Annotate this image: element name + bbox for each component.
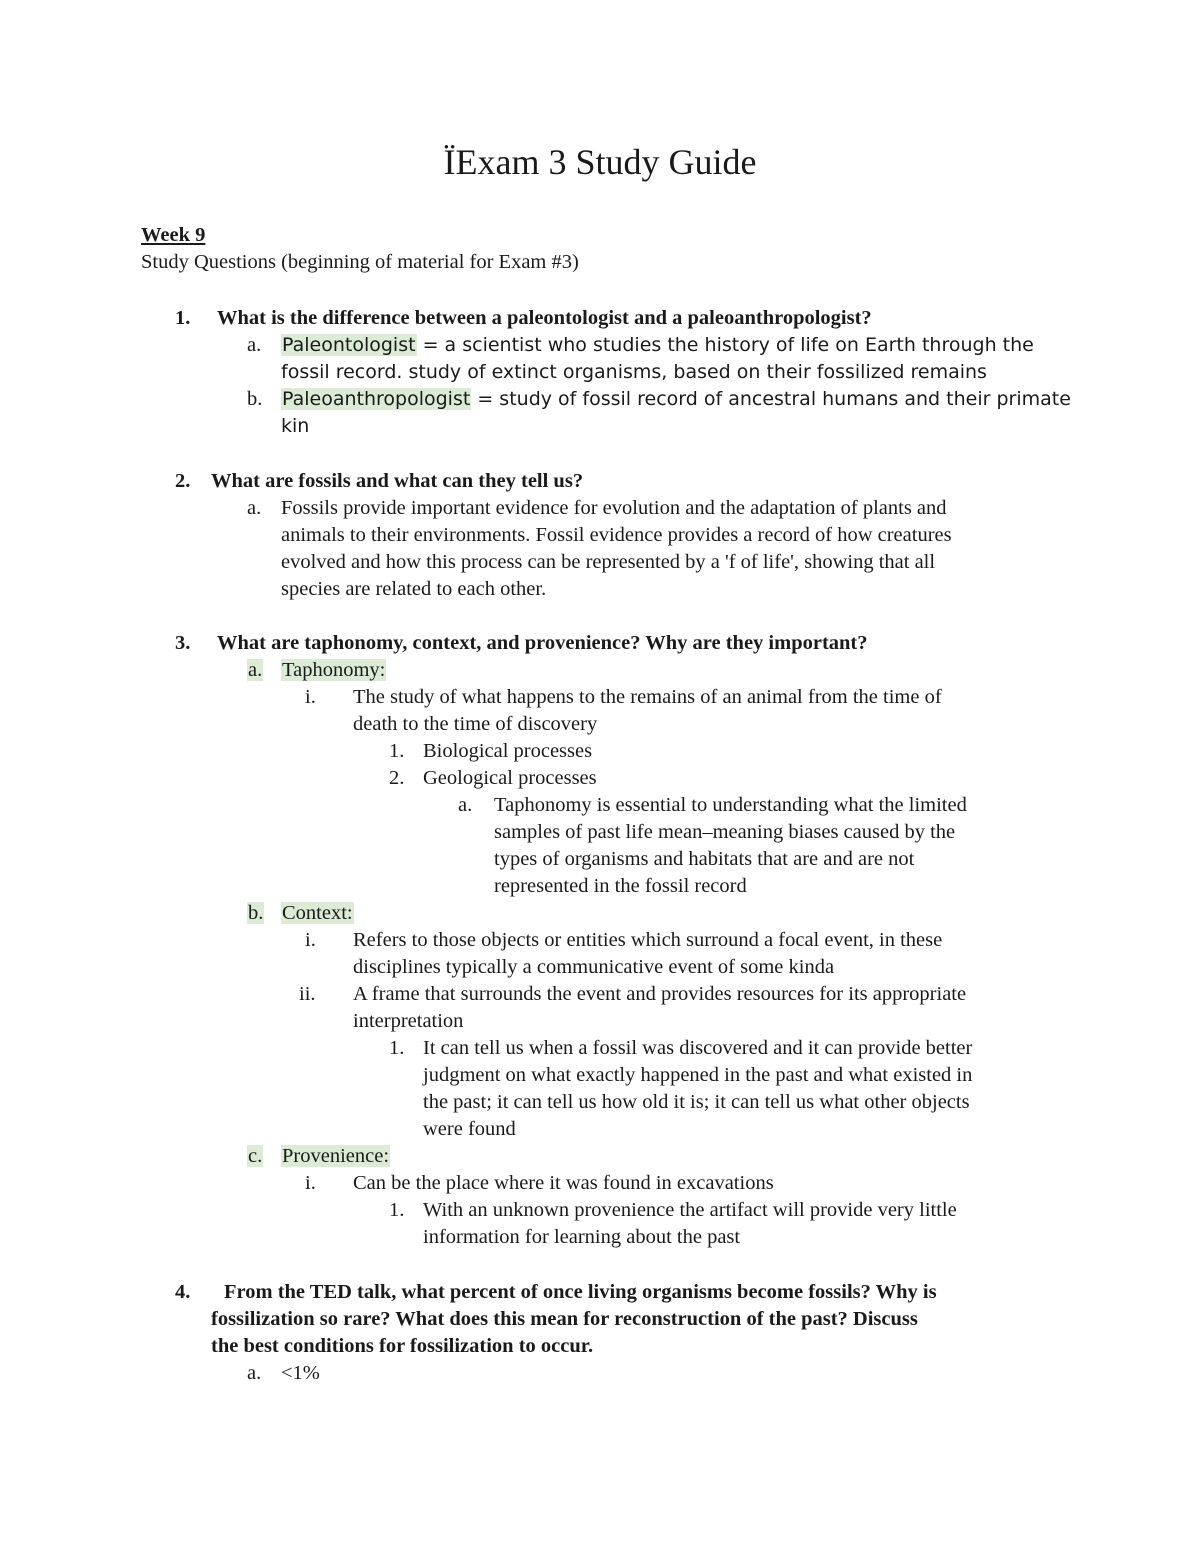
q3-c-n1-line: information for learning about the past <box>423 1226 741 1248</box>
term-taphonomy-text: Taphonomy: <box>282 659 386 681</box>
q1-a-marker: a. <box>247 334 262 356</box>
q4-line: the best conditions for fossilization to occur. <box>211 1335 594 1357</box>
q2-number: 2. <box>175 470 191 492</box>
q1-a-line2: fossil record. study of extinct organisms, based on their fossilized remains <box>281 361 987 383</box>
q3-b-ii-line: interpretation <box>353 1010 464 1032</box>
q3-b-marker-text: b. <box>248 902 264 924</box>
week-heading: Week 9 <box>141 224 206 246</box>
q2-a-line: animals to their environments. Fossil evidence provides a record of how creatures <box>281 524 952 546</box>
q3-a-n2-text: Geological processes <box>423 767 597 789</box>
term-context <box>281 900 354 927</box>
q3-b-i-line: disciplines typically a communicative event of some kinda <box>353 956 835 978</box>
term-context-text: Context: <box>282 902 353 924</box>
q1-text: What is the difference between a paleontologist and a paleoanthropologist? <box>217 307 872 329</box>
q1-number: 1. <box>175 307 191 329</box>
q1-b-line1-text: = study of fossil record of ancestral humans and their primate <box>471 388 1071 410</box>
q4-line: fossilization so rare? What does this mean for reconstruction of the past? Discuss <box>211 1308 918 1330</box>
q3-a-marker <box>247 657 263 684</box>
q2-a-line: Fossils provide important evidence for evolution and the adaptation of plants and <box>281 497 947 519</box>
q3-a-n1-text: Biological processes <box>423 740 593 762</box>
q3-a-na-line: types of organisms and habitats that are and are not <box>494 848 915 870</box>
q4-line: From the TED talk, what percent of once living organisms become fossils? Why is <box>224 1281 937 1303</box>
q3-number: 3. <box>175 632 191 654</box>
q3-c-i-marker: i. <box>305 1172 316 1194</box>
q3-b-n1-line: the past; it can tell us how old it is; it can tell us what other objects <box>423 1091 970 1113</box>
q3-a-n1-marker: 1. <box>389 740 405 762</box>
q3-b-n1-line: It can tell us when a fossil was discovered and it can provide better <box>423 1037 973 1059</box>
q3-a-na-marker: a. <box>458 794 473 816</box>
q3-c-n1-marker: 1. <box>389 1199 405 1221</box>
q3-c-marker <box>247 1143 263 1170</box>
q3-a-i-line: The study of what happens to the remains of an animal from the time of <box>353 686 942 708</box>
q3-a-marker-text: a. <box>248 659 263 681</box>
q4-a-text: <1% <box>281 1362 320 1384</box>
q3-b-ii-marker: ii. <box>299 983 316 1005</box>
q3-a-na-line: samples of past life mean–meaning biases caused by the <box>494 821 956 843</box>
q3-b-ii-line: A frame that surrounds the event and provides resources for its appropriate <box>353 983 967 1005</box>
q1-b-line1 <box>281 386 1071 413</box>
q1-b-line2: kin <box>281 415 310 437</box>
q3-b-n1-marker: 1. <box>389 1037 405 1059</box>
q2-text: What are fossils and what can they tell us? <box>211 470 584 492</box>
q3-text: What are taphonomy, context, and provenience? Why are they important? <box>217 632 868 654</box>
q1-b-marker: b. <box>247 388 263 410</box>
q3-a-i-marker: i. <box>305 686 316 708</box>
term-provenience-text: Provenience: <box>282 1145 390 1167</box>
q1-a-line1 <box>281 332 1034 359</box>
q3-a-i-line: death to the time of discovery <box>353 713 598 735</box>
page-title: ÏExam 3 Study Guide <box>443 142 757 182</box>
q3-c-n1-line: With an unknown provenience the artifact will provide very little <box>423 1199 957 1221</box>
q3-c-i-text: Can be the place where it was found in excavations <box>353 1172 774 1194</box>
q2-a-line: species are related to each other. <box>281 578 547 600</box>
q3-b-i-line: Refers to those objects or entities which surround a focal event, in these <box>353 929 943 951</box>
q1-a-line1-text: = a scientist who studies the history of life on Earth through the <box>416 334 1034 356</box>
q3-a-n2-marker: 2. <box>389 767 405 789</box>
term-paleontologist: Paleontologist <box>282 334 416 356</box>
q2-a-marker: a. <box>247 497 262 519</box>
q3-b-n1-line: judgment on what exactly happened in the past and what existed in <box>423 1064 973 1086</box>
term-paleoanthropologist: Paleoanthropologist <box>282 388 471 410</box>
subtitle: Study Questions (beginning of material for Exam #3) <box>141 251 579 273</box>
q3-a-na-line: Taphonomy is essential to understanding what the limited <box>494 794 967 816</box>
term-provenience <box>281 1143 390 1170</box>
q4-number: 4. <box>175 1281 191 1303</box>
q4-a-marker: a. <box>247 1362 262 1384</box>
q3-b-marker <box>247 900 264 927</box>
q2-a-line: evolved and how this process can be represented by a 'f of life', showing that all <box>281 551 936 573</box>
q3-b-i-marker: i. <box>305 929 316 951</box>
q3-c-marker-text: c. <box>248 1145 263 1167</box>
q3-b-n1-line: were found <box>423 1118 516 1140</box>
term-taphonomy <box>281 657 386 684</box>
q3-a-na-line: represented in the fossil record <box>494 875 747 897</box>
